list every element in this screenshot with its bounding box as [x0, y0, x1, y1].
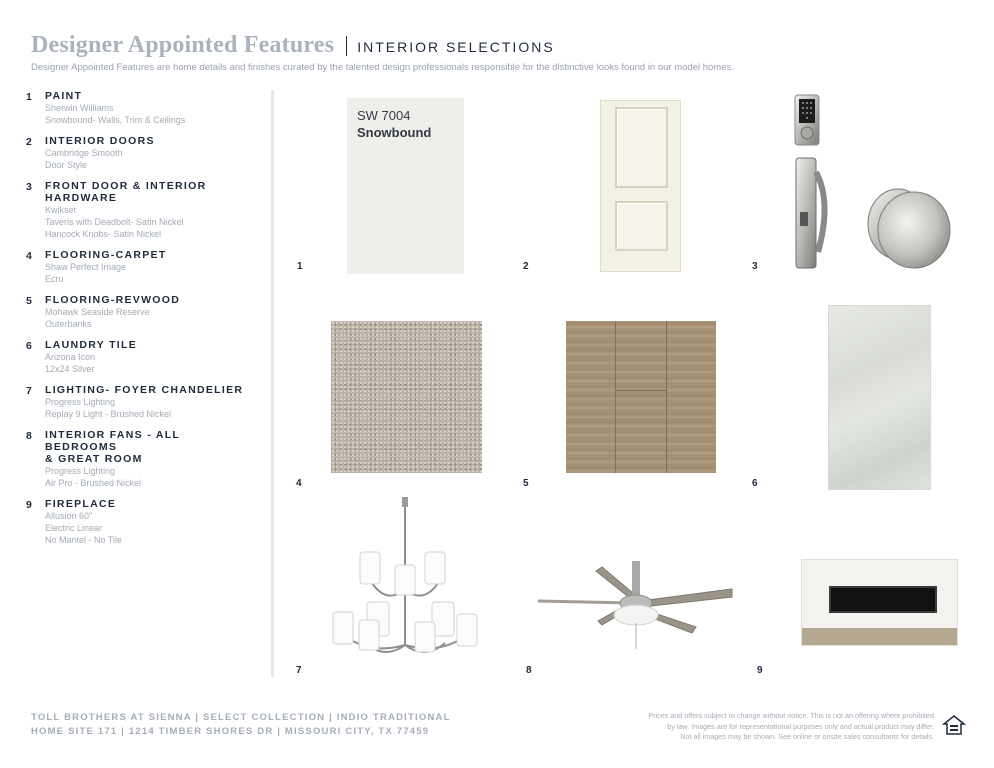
footer-community-info: [31, 711, 451, 739]
list-item: [26, 294, 256, 330]
plank: [566, 321, 616, 473]
list-item: [26, 498, 256, 546]
deadbolt-keypad: [795, 95, 819, 145]
fireplace-image: [801, 559, 958, 646]
item-number: 2: [26, 136, 32, 148]
item-number: 6: [26, 340, 32, 352]
item-detail: Taveris with Deadbolt- Satin Nickel: [45, 217, 184, 227]
item-title: LAUNDRY TILE: [45, 339, 138, 351]
knob: [868, 189, 950, 268]
list-item: [26, 249, 256, 285]
item-title: PAINT: [45, 90, 83, 102]
plank: [667, 321, 716, 473]
title-divider: [346, 36, 347, 56]
list-item: [26, 180, 256, 240]
item-title: HARDWARE: [45, 192, 118, 204]
list-item: [26, 429, 256, 489]
paint-name: Snowbound: [357, 125, 432, 140]
selection-list: [26, 90, 256, 555]
item-detail: Progress Lighting: [45, 466, 116, 476]
item-number: 3: [26, 181, 32, 193]
item-detail: Sherwin Williams: [45, 103, 114, 113]
list-item: [26, 90, 256, 126]
item-number: 4: [26, 250, 32, 262]
carpet-swatch: [331, 321, 482, 473]
wood-floor-swatch: [566, 321, 716, 473]
item-title: INTERIOR FANS - ALL BEDROOMS: [45, 429, 180, 453]
item-number: 8: [26, 430, 32, 442]
intro-text: Designer Appointed Features are home details and finishes curated by the talented design professionals responsible for the distinctive looks found in our model homes.: [31, 62, 734, 73]
item-detail: Ecru: [45, 274, 64, 284]
item-detail: Cambridge Smooth: [45, 148, 123, 158]
item-number: 7: [26, 385, 32, 397]
door-panel-upper: [615, 107, 668, 188]
item-detail: Mohawk Seaside Reserve: [45, 307, 150, 317]
item-detail: Hancock Knobs- Satin Nickel: [45, 229, 162, 239]
image-number: 3: [752, 261, 758, 272]
item-detail: Air Pro - Brushed Nickel: [45, 478, 142, 488]
image-number: 6: [752, 478, 758, 489]
fireplace-floor: [802, 628, 957, 645]
disclaimer-line: by law. Images are for representational purposes only and actual product may differ.: [667, 721, 934, 731]
item-title: LIGHTING- FOYER CHANDELIER: [45, 384, 244, 396]
footer-line: HOME SITE 171 | 1214 TIMBER SHORES DR | MISSOURI CITY, TX 77459: [31, 726, 430, 737]
image-number: 5: [523, 478, 529, 489]
paint-swatch: [347, 98, 464, 274]
page-subtitle: INTERIOR SELECTIONS: [357, 39, 555, 55]
handleset: [796, 158, 825, 268]
image-number: 2: [523, 261, 529, 272]
page-header: [31, 32, 555, 59]
disclaimer-line: Not all images may be shown. See online or onsite sales consultants for details.: [680, 732, 934, 741]
item-number: 9: [26, 499, 32, 511]
item-title: FIREPLACE: [45, 498, 117, 510]
item-detail: Arizona Icon: [45, 352, 96, 362]
page-title: Designer Appointed Features: [31, 32, 335, 58]
door-panel-lower: [615, 201, 668, 251]
image-number: 1: [297, 261, 303, 272]
item-title: INTERIOR DOORS: [45, 135, 155, 147]
ceiling-fan-image: [536, 555, 736, 655]
item-detail: Kwikset: [45, 205, 77, 215]
image-number: 4: [296, 478, 302, 489]
item-detail: Replay 9 Light - Brushed Nickel: [45, 409, 172, 419]
plank: [616, 321, 666, 473]
fireplace-firebox: [829, 586, 937, 613]
item-detail: 12x24 Silver: [45, 364, 95, 374]
paint-code: SW 7004: [357, 108, 411, 123]
item-title: FRONT DOOR & INTERIOR: [45, 180, 207, 192]
vertical-divider: [271, 90, 274, 677]
disclaimer-line: Prices and offers subject to change without notice. This is not an offering where prohibited: [648, 711, 934, 720]
item-detail: Outerbanks: [45, 319, 92, 329]
item-detail: Shaw Perfect Image: [45, 262, 127, 272]
image-number: 7: [296, 665, 302, 676]
image-number: 8: [526, 665, 532, 676]
footer-disclaimer: [624, 711, 934, 743]
image-number: 9: [757, 665, 763, 676]
list-item: [26, 384, 256, 420]
list-item: [26, 135, 256, 171]
chandelier-image: [325, 495, 485, 665]
item-detail: Allusion 60": [45, 511, 93, 521]
interior-door-image: [600, 100, 681, 272]
equal-housing-icon: [942, 713, 966, 737]
item-title: FLOORING-CARPET: [45, 249, 167, 261]
item-title: & GREAT ROOM: [45, 453, 143, 465]
item-title: FLOORING-REVWOOD: [45, 294, 181, 306]
item-detail: Progress Lighting: [45, 397, 116, 407]
tile-swatch: [828, 305, 931, 490]
item-detail: Snowbound- Walls, Trim & Ceilings: [45, 115, 186, 125]
item-detail: No Mantel - No Tile: [45, 535, 123, 545]
list-item: [26, 339, 256, 375]
footer-line: TOLL BROTHERS AT SIENNA | SELECT COLLECTION | INDIO TRADITIONAL: [31, 712, 451, 723]
item-detail: Electric Linear: [45, 523, 103, 533]
item-number: 1: [26, 91, 32, 103]
item-detail: Door Style: [45, 160, 88, 170]
hardware-image: [790, 92, 960, 272]
item-number: 5: [26, 295, 32, 307]
